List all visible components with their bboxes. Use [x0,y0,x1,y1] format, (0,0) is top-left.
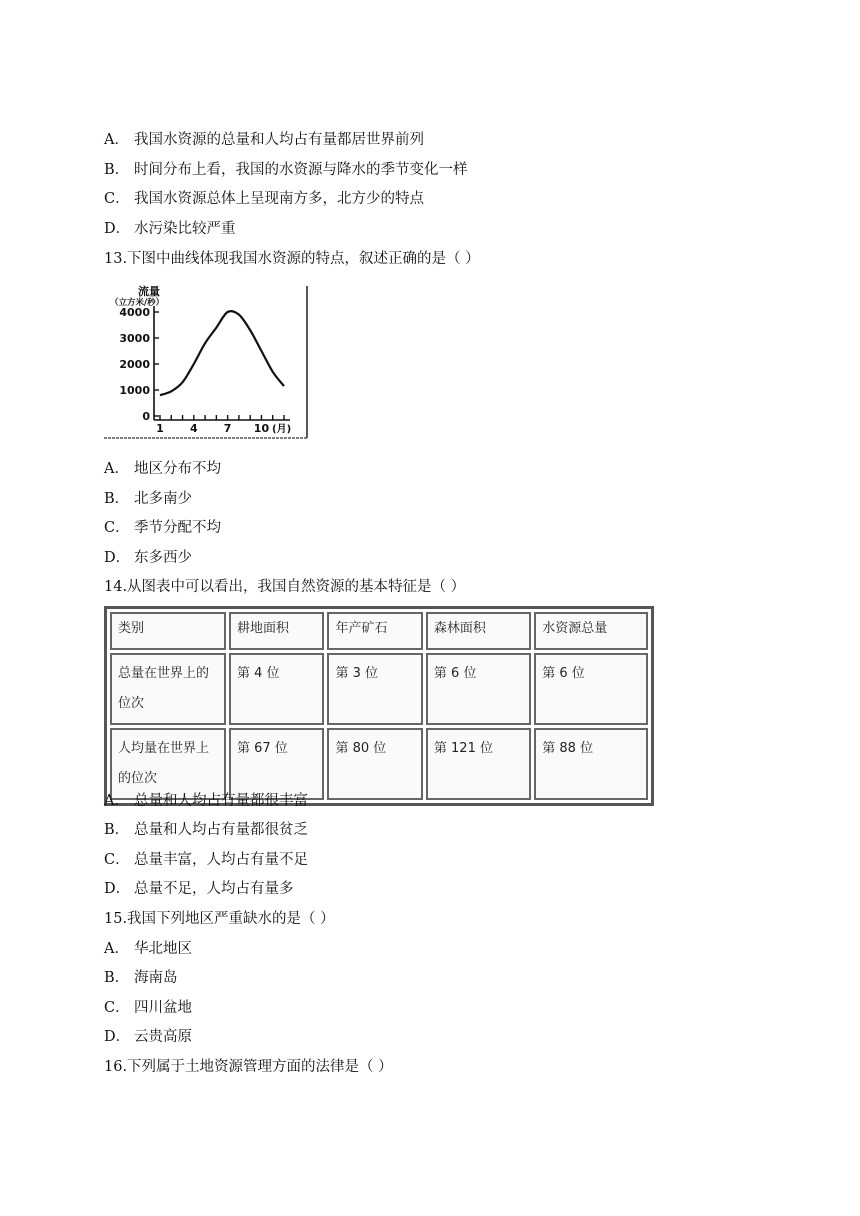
q13-option-c [104,518,221,538]
table-cell: 总量在世界上的位次 [110,653,226,725]
option-text: 总量丰富，人均占有量不足 [134,852,308,868]
option-letter: A． [104,461,129,477]
option-text: 东多西少 [134,550,192,566]
x-tick-label: 1 [156,422,164,435]
option-text: 季节分配不均 [134,520,221,536]
option-letter: C． [104,1000,130,1016]
x-tick-group [156,415,284,435]
option-text: 总量不足，人均占有量多 [134,881,294,897]
q15-option-b [104,968,178,988]
option-letter: A． [104,793,129,809]
option-letter: B． [104,822,130,838]
option-letter: C． [104,520,130,536]
q14-option-d [104,879,294,899]
option-text: 总量和人均占有量都很贫乏 [134,822,308,838]
option-c [104,189,424,209]
table-header-cell: 类别 [110,612,226,650]
table-cell: 第 80 位 [327,728,422,800]
y-axis-title: 流量 [138,285,160,298]
option-letter: D． [104,1029,131,1045]
option-b [104,160,468,180]
option-text: 海南岛 [134,970,178,986]
question-13-stem: 13.下图中曲线体现我国水资源的特点，叙述正确的是（ ） [104,251,480,267]
y-tick-label: 1000 [119,384,150,397]
y-tick-label: 4000 [119,306,150,319]
table-header-cell: 耕地面积 [229,612,324,650]
option-text: 四川盆地 [134,1000,192,1016]
q14-option-a [104,791,308,811]
table-cell: 第 121 位 [426,728,531,800]
table-cell: 第 6 位 [534,653,648,725]
option-text: 我国水资源的总量和人均占有量都居世界前列 [134,132,424,148]
table-header-cell: 森林面积 [426,612,531,650]
table-row [110,728,648,800]
option-letter: D． [104,550,131,566]
y-tick-label: 2000 [119,358,150,371]
table-cell: 第 4 位 [229,653,324,725]
table-header-cell: 年产矿石 [327,612,422,650]
option-text: 总量和人均占有量都很丰富 [134,793,308,809]
option-letter: B． [104,970,130,986]
table-cell: 第 88 位 [534,728,648,800]
x-tick-label: 7 [223,422,232,435]
table-header-row [110,612,648,650]
y-tick-label: 3000 [119,332,150,345]
q13-option-b [104,489,192,509]
table-row [110,653,648,725]
option-text: 地区分布不均 [134,461,221,477]
q13-option-d [104,548,192,568]
option-letter: A． [104,941,129,957]
q15-option-c [104,998,192,1018]
q14-option-b [104,820,308,840]
option-text: 云贵高原 [134,1029,192,1045]
y-tick-label: 0 [142,410,150,423]
option-letter: B． [104,162,130,178]
option-letter: A． [104,132,129,148]
option-text: 华北地区 [134,941,192,957]
option-letter: D． [104,221,131,237]
table-cell: 第 67 位 [229,728,324,800]
option-text: 时间分布上看，我国的水资源与降水的季节变化一样 [134,162,468,178]
table-cell: 第 6 位 [426,653,531,725]
question-14-stem: 14.从图表中可以看出，我国自然资源的基本特征是（ ） [104,579,466,595]
q15-option-d [104,1027,192,1047]
q14-option-c [104,850,308,870]
option-text: 水污染比较严重 [134,221,236,237]
option-letter: C． [104,852,130,868]
flow-line-chart [104,284,310,444]
q13-option-a [104,459,221,479]
q15-option-a [104,939,192,959]
x-axis-title: (月) [272,424,292,435]
table-header-cell: 水资源总量 [534,612,648,650]
x-tick-label: 4 [189,422,198,435]
question-15-stem: 15.我国下列地区严重缺水的是（ ） [104,911,335,927]
table-cell: 人均量在世界上的位次 [110,728,226,800]
y-axis-unit: （立方米/秒） [110,298,165,308]
y-tick-group [119,306,159,423]
option-d [104,219,236,239]
table-cell: 第 3 位 [327,653,422,725]
option-letter: B． [104,491,130,507]
option-a [104,130,424,150]
option-text: 北多南少 [134,491,192,507]
flow-series-line [160,311,284,395]
x-tick-label: 10 [253,422,270,435]
option-text: 我国水资源总体上呈现南方多，北方少的特点 [134,191,424,207]
option-letter: D． [104,881,131,897]
option-letter: C． [104,191,130,207]
question-16-stem: 16.下列属于土地资源管理方面的法律是（ ） [104,1059,393,1075]
resource-ranking-table [104,606,654,806]
